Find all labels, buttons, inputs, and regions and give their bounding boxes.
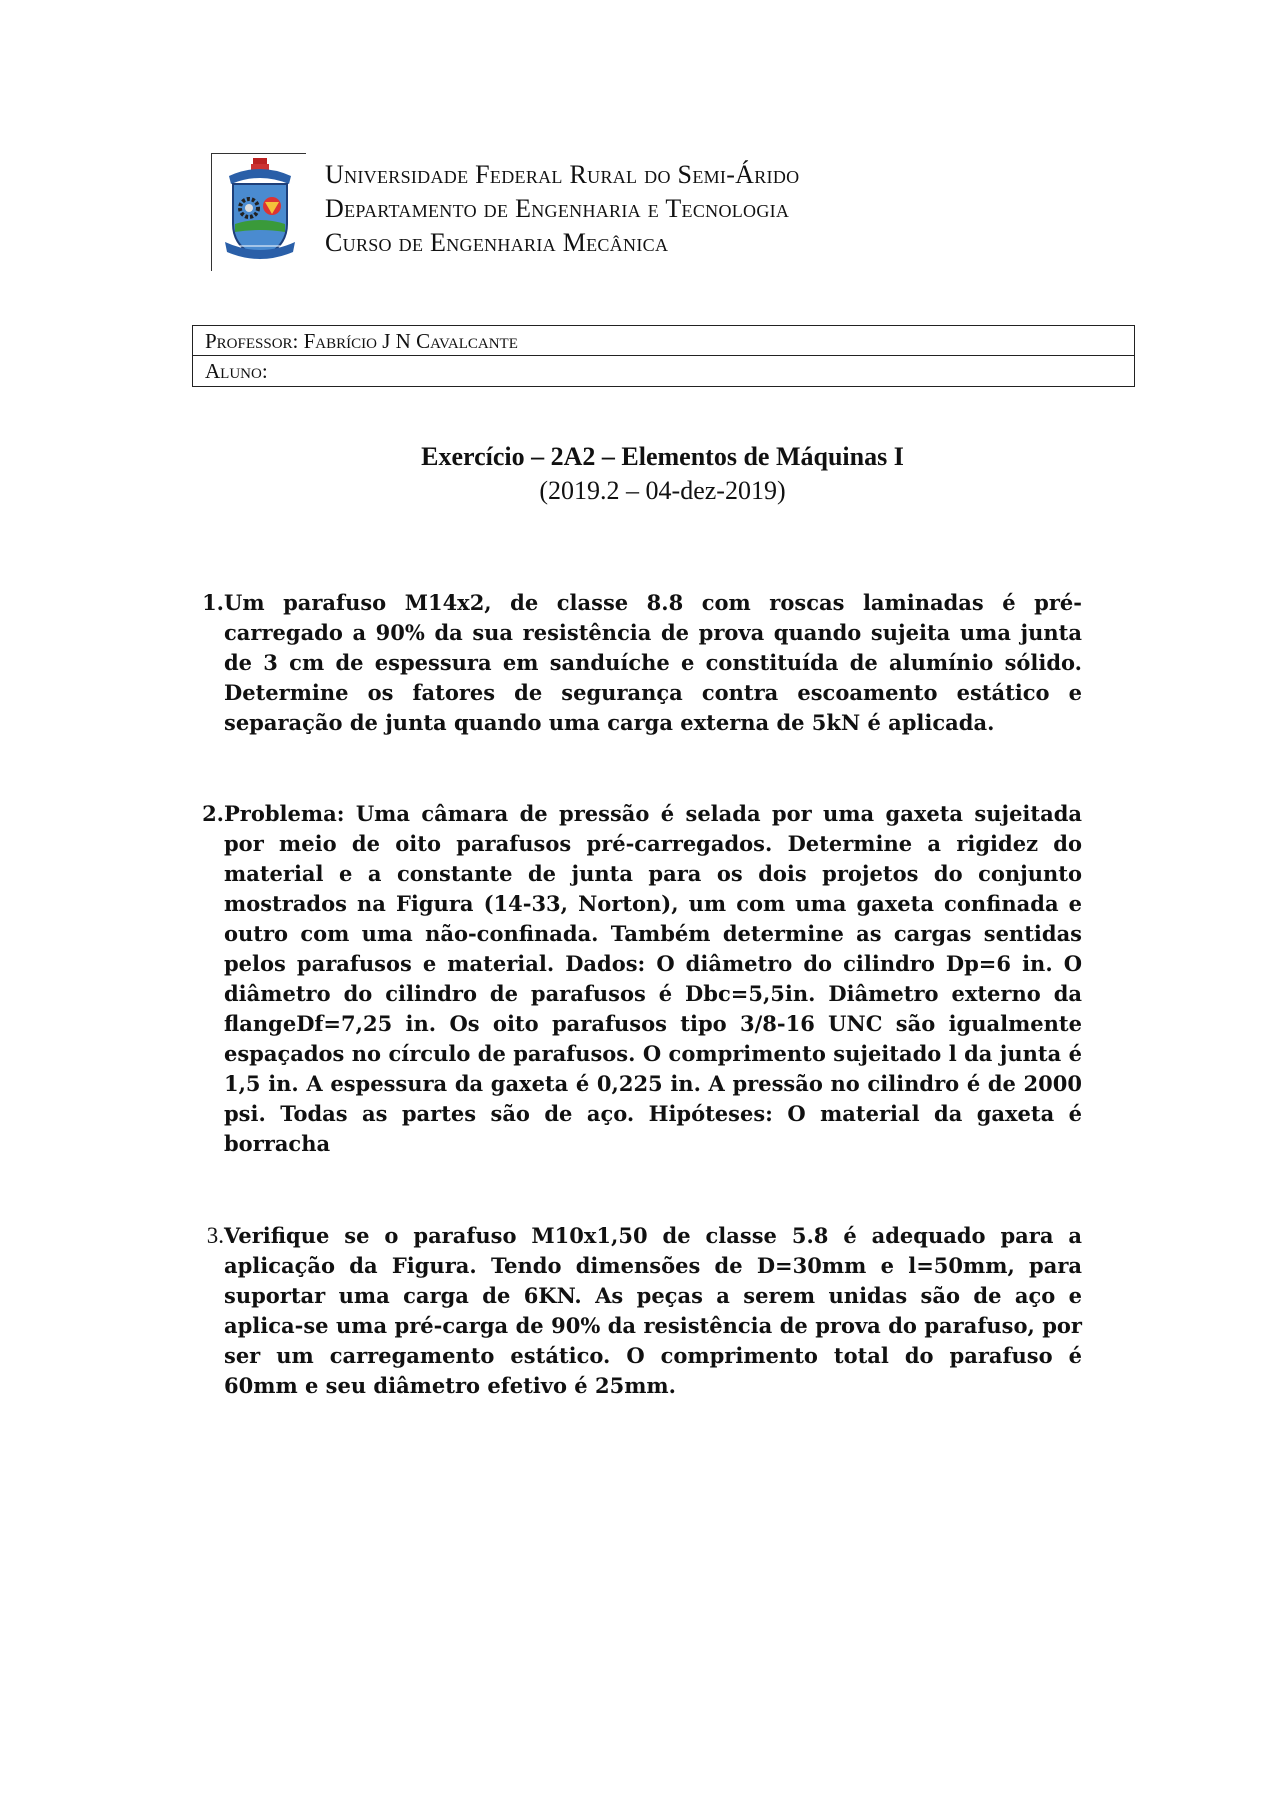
question-number: 3. xyxy=(206,1223,224,1248)
exercise-date: (2019.2 – 04-dez-2019) xyxy=(539,476,786,505)
info-table xyxy=(192,325,1135,387)
institution-header xyxy=(325,158,799,260)
question-text: Um parafuso M14x2, de classe 8.8 com roscas laminadas é pré-carregado a 90% da sua resistência de prova quando sujeita uma junta de 3 cm de espessura em sanduíche e constituída de alumínio sólido. Determine os fatores de segurança contra escoamento estático e separação de junta quando uma carga externa de 5kN é aplicada. xyxy=(224,590,1082,735)
question-number: 2. xyxy=(202,801,224,826)
question-1 xyxy=(192,588,1082,738)
exercise-title-block xyxy=(192,440,1133,508)
university-logo xyxy=(211,153,306,271)
university-name: Universidade Federal Rural do Semi-Árido xyxy=(325,160,800,189)
question-2 xyxy=(192,799,1082,1159)
department-name: Departamento de Engenharia e Tecnologia xyxy=(325,194,790,223)
professor-row: Professor: Fabrício J N Cavalcante xyxy=(193,326,1134,356)
question-text: Verifique se o parafuso M10x1,50 de classe 5.8 é adequado para a aplicação da Figura. Tendo dimensões de D=30mm e l=50mm, para suportar uma carga de 6KN. As peças a serem unidas são de aço e aplica-se uma pré-carga de 90% da resistência de prova do parafuso, por ser um carregamento estático. O comprimento total do parafuso é 60mm e seu diâmetro efetivo é 25mm. xyxy=(224,1223,1082,1398)
course-name: Curso de Engenharia Mecânica xyxy=(325,228,669,257)
question-text: Problema: Uma câmara de pressão é selada por uma gaxeta sujeitada por meio de oito parafusos pré-carregados. Determine a rigidez do material e a constante de junta para os dois projetos do conjunto mostrados na Figura (14-33, Norton), um com uma gaxeta confinada e outro com uma não-confinada. Também determine as cargas sentidas pelos parafusos e material. Dados: O diâmetro do cilindro Dp=6 in. O diâmetro do cilindro de parafusos é Dbc=5,5in. Diâmetro externo da flangeDf=7,25 in. Os oito parafusos tipo 3/8-16 UNC são igualmente espaçados no círculo de parafusos. O comprimento sujeitado l da junta é 1,5 in. A espessura da gaxeta é 0,225 in. A pressão no cilindro é de 2000 psi. Todas as partes são de aço. Hipóteses: O material da gaxeta é borracha xyxy=(224,801,1082,1156)
exercise-title: Exercício – 2A2 – Elementos de Máquinas I xyxy=(421,442,904,471)
university-crest-icon xyxy=(223,158,297,266)
student-row: Aluno: xyxy=(205,359,268,383)
question-3 xyxy=(192,1221,1082,1401)
question-number: 1. xyxy=(202,590,224,615)
